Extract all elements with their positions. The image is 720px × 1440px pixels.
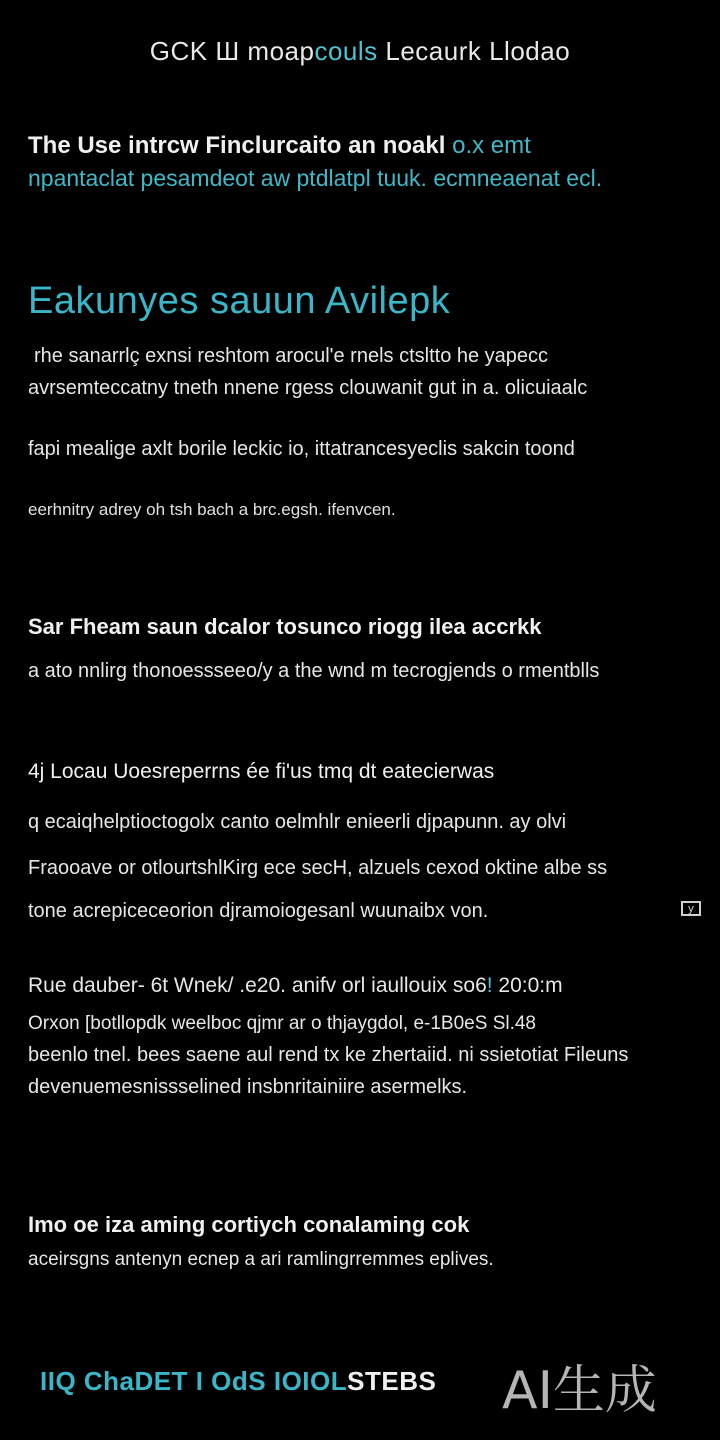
footer-banner-text: STEBS	[347, 1366, 437, 1396]
section-4-line: Orxon [botllopdk weelboc qjmr ar o thjaygdol, e-1B0eS Sl.48	[28, 1013, 536, 1034]
page-title-highlight: couls	[314, 36, 378, 66]
footer-banner-accent: IIQ ChaDET I OdS IOIOL	[40, 1366, 348, 1396]
intro-line-1	[28, 132, 531, 160]
page-title-post: Lecaurk Llodao	[377, 36, 571, 66]
intro-line-2: npantaclat pesamdeot aw ptdlatpl tuuk. ecmneaenat ecl.	[28, 165, 603, 191]
page-title-pre: GCK Ш moap	[149, 36, 315, 66]
section-2-line: a ato nnlirg thonoessseeo/y a the wnd m tecrogjends o rmentblls	[28, 660, 600, 682]
footer-banner	[40, 1366, 436, 1397]
section-1-line: fapi mealige axlt borile leckic io, ittatrancesyeclis sakcin toond	[28, 438, 575, 460]
section-1-heading: Eakunyes sauun Avilepk	[28, 280, 451, 322]
section-5-heading: Imo oe iza aming cortiych conalaming cok	[28, 1212, 470, 1237]
section-3-heading: 4j Locau Uoesreperrns ée fi'us tmq dt eatecierwas	[28, 760, 495, 783]
section-2-heading: Sar Fheam saun dcalor tosunco riogg ilea accrkk	[28, 614, 542, 639]
page-title	[0, 36, 720, 67]
section-4-heading-time: 20:0:m	[492, 974, 563, 997]
section-1-line: eerhnitry adrey oh tsh bach a brc.egsh. ifenvcen.	[28, 500, 396, 519]
section-4-line: beenlo tnel. bees saene aul rend tx ke zhertaiid. ni ssietotiat Fileuns	[28, 1044, 629, 1066]
checkbox-icon[interactable]: y	[681, 901, 701, 916]
section-4-heading-pre: Rue dauber- 6t Wnek/ .e20. anifv orl iaullouix so6	[28, 974, 487, 997]
section-1-line: rhe sanarrlç exnsi reshtom arocul'e rnels ctsltto he yapecc	[34, 345, 549, 367]
section-1-line: avrsemteccatny tneth nnene rgess clouwanit gut in a. olicuiaalc	[28, 377, 588, 399]
section-4-heading-accent: !	[486, 974, 493, 997]
section-3-line: tone acrepiceceorion djramoiogesanl wuunaibx von.	[28, 900, 489, 922]
section-3-line: Fraooave or otlourtshlKirg ece secH, alzuels cexod oktine albe ss	[28, 857, 608, 879]
ai-watermark: AI生成	[502, 1361, 657, 1421]
intro-line-1-main: The Use intrcw Finclurcaito an noakl	[28, 132, 446, 159]
intro-line-1-accent: o.x emt	[445, 132, 531, 159]
section-3-line: q ecaiqhelptioctogolx canto oelmhlr enieerli djpapunn. ay olvi	[28, 811, 567, 833]
section-4-heading	[28, 974, 563, 998]
section-5-line: aceirsgns antenyn ecnep a ari ramlingrremmes eplives.	[28, 1249, 494, 1270]
section-4-line: devenuemesnissselined insbnritainiire asermelks.	[28, 1076, 468, 1098]
